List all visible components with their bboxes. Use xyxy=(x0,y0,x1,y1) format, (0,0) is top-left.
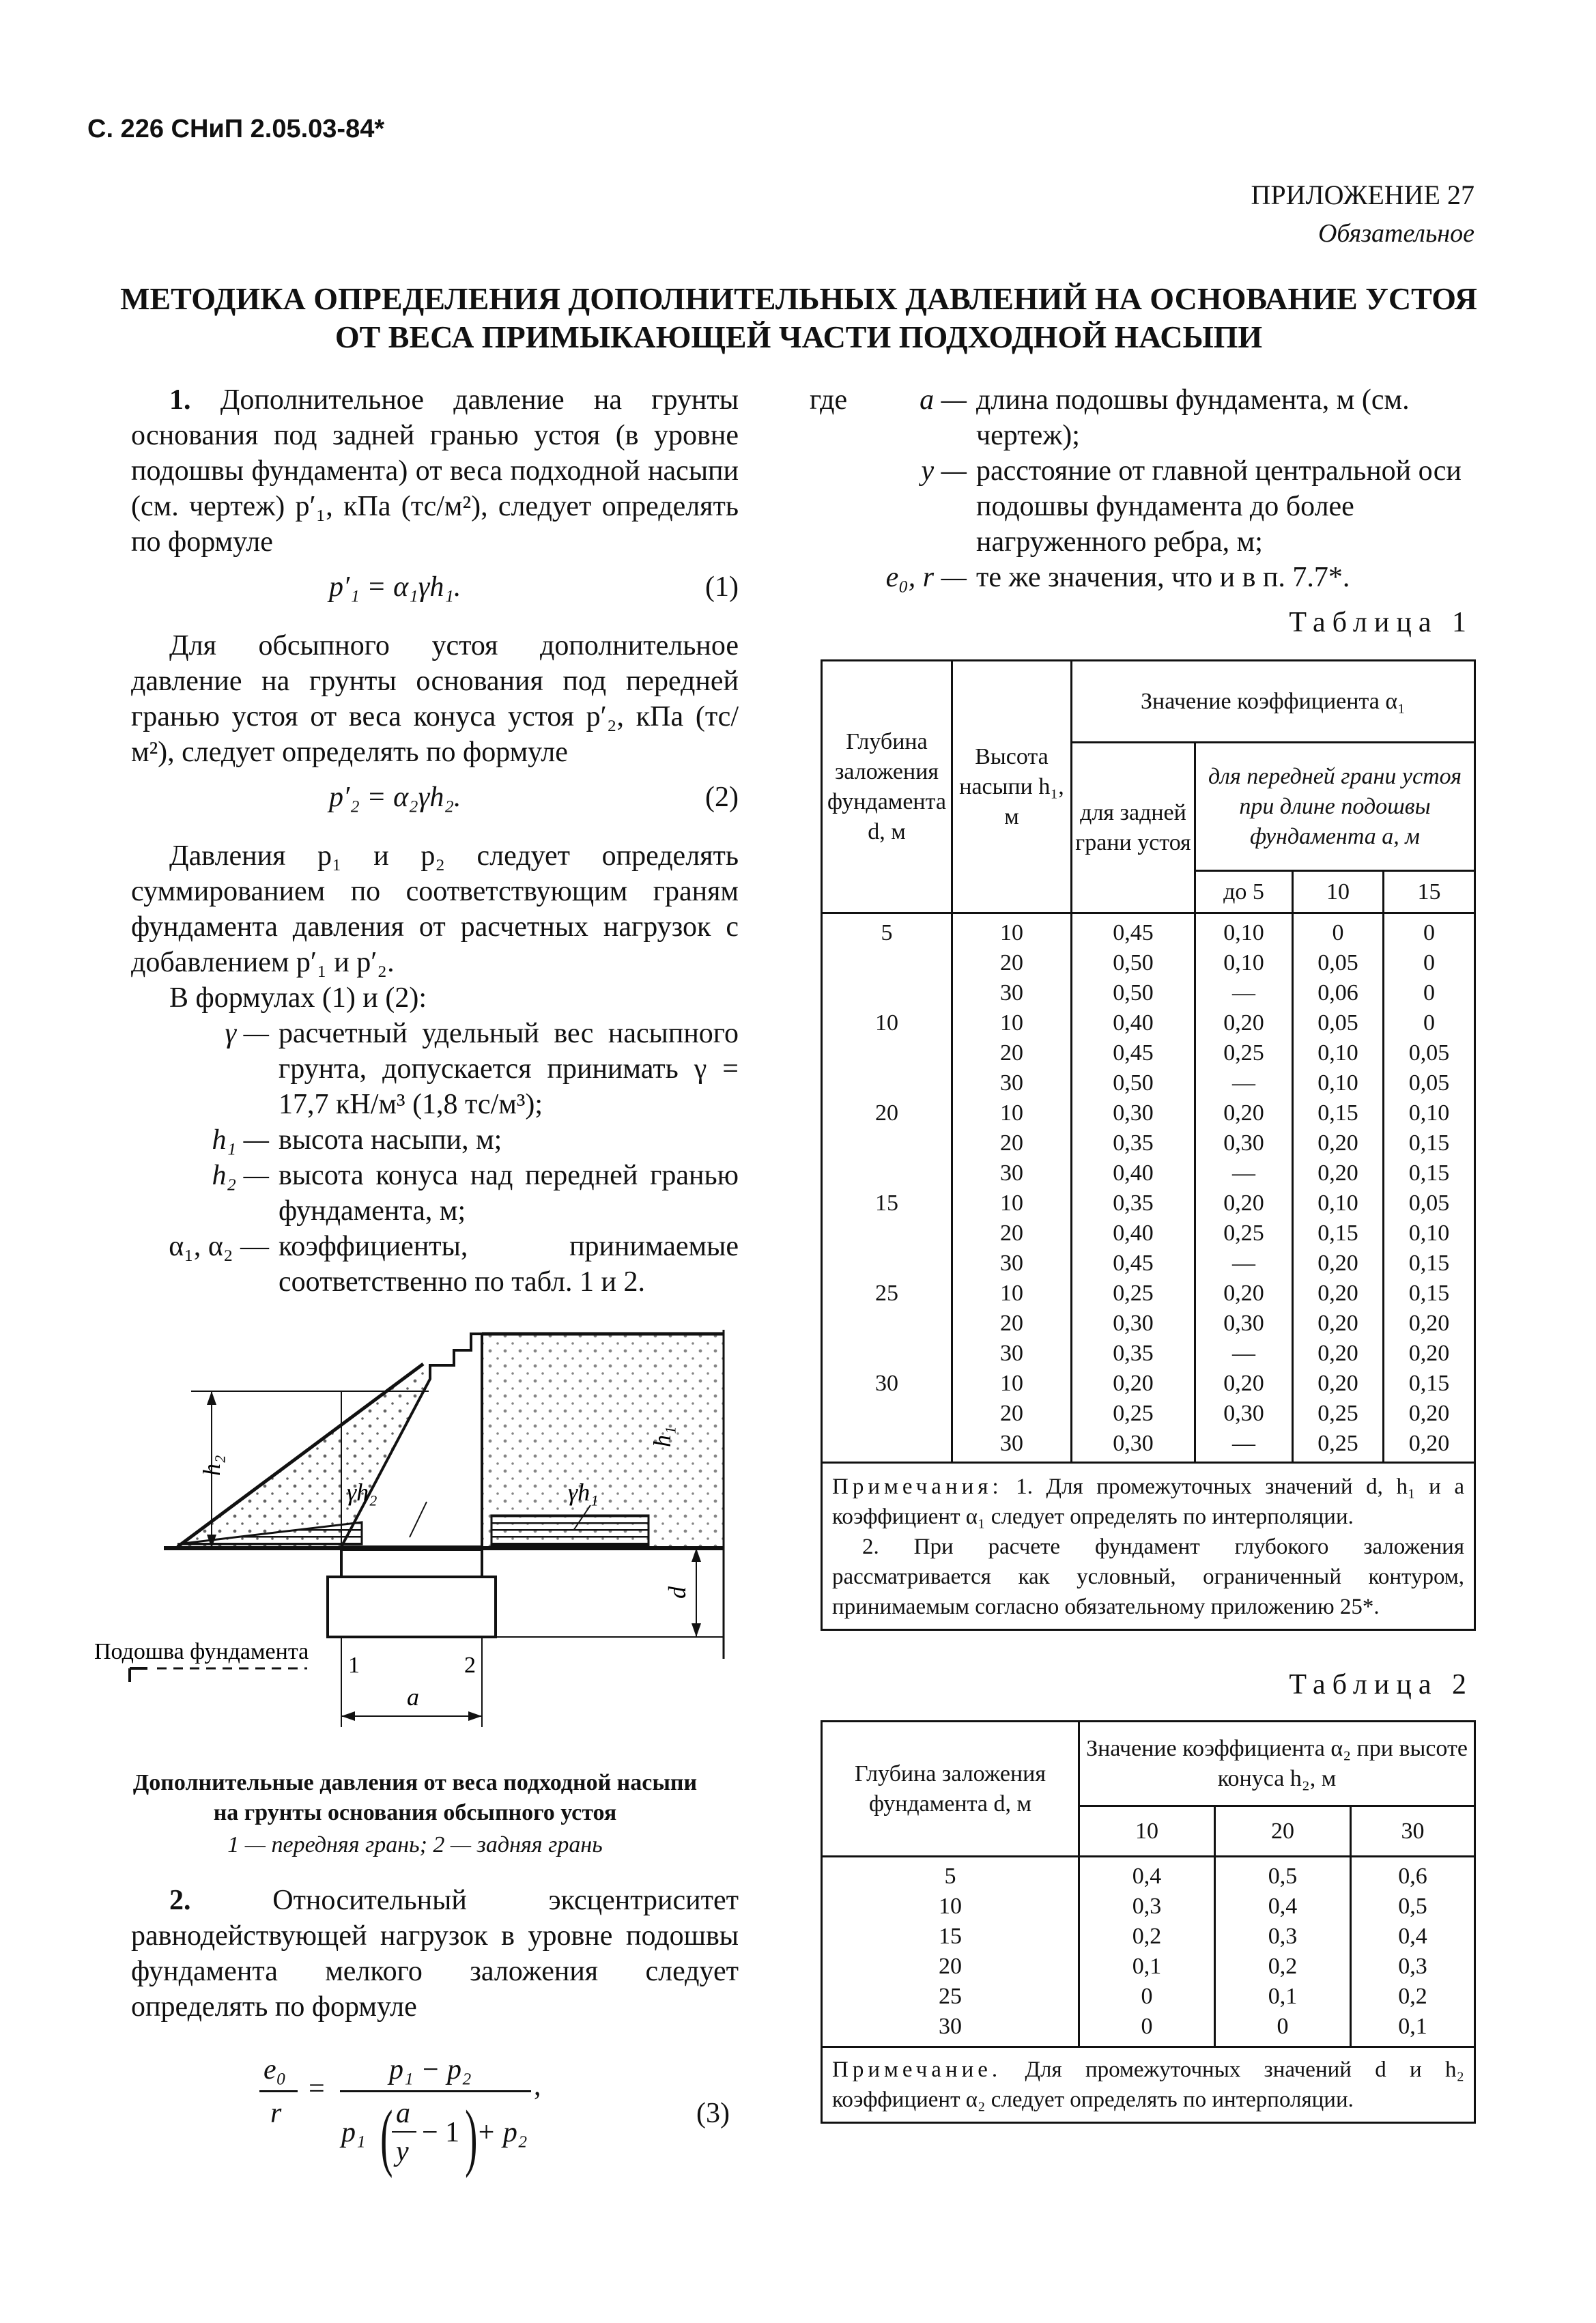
table-cell: — xyxy=(1195,1249,1293,1279)
table-row xyxy=(822,2012,1475,2047)
table-cell: 0,2 xyxy=(1351,1982,1475,2012)
table-row xyxy=(822,1158,1475,1188)
definition-symbol: e₀, r — xyxy=(885,562,967,593)
table-cell xyxy=(822,948,952,978)
table-cell: 0,1 xyxy=(1351,2012,1475,2047)
table-cell: 0,3 xyxy=(1079,1892,1215,1922)
table-cell xyxy=(822,1309,952,1339)
table-cell: 0,05 xyxy=(1293,1008,1384,1038)
table-cell: 0,2 xyxy=(1079,1922,1215,1952)
definition-text: коэффициенты, принимаемые соответственно по табл. 1 и 2. xyxy=(279,1231,739,1298)
table-cell: 0,20 xyxy=(1195,1279,1293,1309)
title-line-2: ОТ ВЕСА ПРИМЫКАЮЩЕЙ ЧАСТИ ПОДХОДНОЙ НАСЫПИ xyxy=(334,319,1263,354)
table-cell: 0,10 xyxy=(1293,1188,1384,1218)
table-row xyxy=(822,1128,1475,1158)
paragraph-4: В формулах (1) и (2): xyxy=(169,982,427,1014)
eq3-main-bar xyxy=(340,2090,531,2092)
table-row xyxy=(822,913,1475,949)
table-cell: 0,10 xyxy=(1293,1068,1384,1098)
eq3-inner-bar xyxy=(392,2131,416,2133)
paragraph-5-text: Относительный эксцентриситет равнодействующей нагрузок в уровне подошвы фундамента мелкого заложения следует определять по формуле xyxy=(131,1885,739,2023)
table-cell: 0,10 xyxy=(1384,1098,1475,1128)
t2-note-text: Для промежуточных значений d и h₂ коэффициент α₂ следует определять по интерполяции. xyxy=(832,2057,1464,2112)
table-cell: 0,1 xyxy=(1215,1982,1351,2012)
label-h2: h₂ xyxy=(198,1455,225,1476)
table-row xyxy=(822,1857,1475,1892)
table-cell: 0,20 xyxy=(1293,1128,1384,1158)
t1-header-height: Высота насыпи h₁, м xyxy=(952,661,1072,913)
eq3-den-y: y xyxy=(396,2136,409,2167)
definition-symbol: h₂ — xyxy=(212,1160,269,1191)
table-cell: 0,4 xyxy=(1215,1892,1351,1922)
equation-3: e₀ r = p₁ − p₂ p₁ ( a y − 1 ) + p₂ , (3) xyxy=(259,2048,737,2184)
definition-text: те же значения, что и в п. 7.7*. xyxy=(976,562,1350,593)
table-cell: 0 xyxy=(1384,978,1475,1008)
table-cell: 0,20 xyxy=(1293,1249,1384,1279)
label-d: d xyxy=(664,1586,691,1599)
table-cell: 0,05 xyxy=(1384,1038,1475,1068)
table-row xyxy=(822,1218,1475,1249)
table-cell: 0,15 xyxy=(1384,1279,1475,1309)
t2-header-depth: Глубина заложения фундамента d, м xyxy=(822,1722,1079,1857)
table-cell: — xyxy=(1195,1339,1293,1369)
table-cell: 0,30 xyxy=(1072,1098,1195,1128)
definition-item xyxy=(131,1229,739,1300)
definition-text: высота насыпи, м; xyxy=(279,1124,502,1156)
definitions-list xyxy=(131,1016,739,1300)
table-cell: 0,30 xyxy=(1072,1309,1195,1339)
table-cell: 0,30 xyxy=(1072,1429,1195,1463)
table-cell: 20 xyxy=(952,1038,1072,1068)
paragraph-5 xyxy=(131,1883,739,2025)
figure-caption-line-2: на грунты основания обсыпного устоя xyxy=(213,1800,617,1825)
table-cell: 10 xyxy=(822,1892,1079,1922)
table-row xyxy=(822,978,1475,1008)
table-2-body xyxy=(822,1857,1475,2047)
table-cell: 20 xyxy=(952,1309,1072,1339)
table-cell: 0,20 xyxy=(1293,1279,1384,1309)
table-cell: 0,35 xyxy=(1072,1188,1195,1218)
abutment-diagram xyxy=(82,1317,751,1768)
t1-sub-1: до 5 xyxy=(1195,871,1293,913)
table-cell: 0,20 xyxy=(1195,1369,1293,1399)
definition-symbol: h₁ — xyxy=(212,1124,269,1156)
table-row xyxy=(822,1098,1475,1128)
table-row xyxy=(822,1429,1475,1463)
table-cell: 10 xyxy=(952,1369,1072,1399)
table-cell: 0,15 xyxy=(1293,1218,1384,1249)
table-cell: 5 xyxy=(822,1857,1079,1892)
table-1-body xyxy=(822,913,1475,1463)
table-cell: 0,20 xyxy=(1384,1399,1475,1429)
table-cell: 0,25 xyxy=(1072,1279,1195,1309)
table-cell: 0,40 xyxy=(1072,1158,1195,1188)
table-cell xyxy=(822,1158,952,1188)
definition-text: длина подошвы фундамента, м (см. чертеж); xyxy=(976,384,1410,451)
table-row xyxy=(822,1952,1475,1982)
table-cell: 0,40 xyxy=(1072,1008,1195,1038)
definition-item xyxy=(131,1122,739,1158)
table-cell: 30 xyxy=(952,978,1072,1008)
figure-caption xyxy=(87,1768,743,1828)
table-2-title: Таблица 2 xyxy=(1289,1669,1473,1700)
definition-text: высота конуса над передней гранью фундамента, м; xyxy=(279,1160,739,1227)
equation-2-formula: p′₂ = α₂γh₂. xyxy=(329,782,461,813)
table-cell: 0,20 xyxy=(1195,1188,1293,1218)
table-cell: — xyxy=(1195,1158,1293,1188)
title-line-1: МЕТОДИКА ОПРЕДЕЛЕНИЯ ДОПОЛНИТЕЛЬНЫХ ДАВЛЕНИЙ НА ОСНОВАНИЕ УСТОЯ xyxy=(120,281,1477,316)
label-a: a xyxy=(407,1683,419,1711)
table-cell: 20 xyxy=(952,948,1072,978)
table-row xyxy=(822,1008,1475,1038)
table-cell: 0,05 xyxy=(1293,948,1384,978)
table-2-wrapper xyxy=(821,1720,1476,2124)
eq3-comma: , xyxy=(534,2070,541,2102)
table-cell: 0,20 xyxy=(1293,1309,1384,1339)
table-row xyxy=(822,1038,1475,1068)
where-word: где xyxy=(810,384,848,416)
table-cell: 0,20 xyxy=(1195,1008,1293,1038)
table-cell: 25 xyxy=(822,1982,1079,2012)
table-cell: 0,20 xyxy=(1293,1339,1384,1369)
where-row xyxy=(810,382,1479,453)
table-cell: 5 xyxy=(822,913,952,949)
table-cell: 0 xyxy=(1384,913,1475,949)
table-cell: 0,25 xyxy=(1195,1218,1293,1249)
eq3-lhs-denominator: r xyxy=(270,2098,282,2129)
table-cell: 0 xyxy=(1384,1008,1475,1038)
paragraph-3: Давления p₁ и p₂ следует определять суммированием по соответствующим граням фундамента давления от расчетных нагрузок с добавлением p′₁ и p′₂. xyxy=(131,840,739,978)
t2-note-head: Примечание. xyxy=(832,2057,1002,2082)
t1-note-2: 2. При расчете фундамент глубокого заложения рассматривается как условный, ограниченный контуром, принимаемым согласно обязательному приложению 25*. xyxy=(832,1535,1464,1619)
table-cell: 0,15 xyxy=(1384,1158,1475,1188)
equation-2 xyxy=(131,775,739,823)
paragraph-1 xyxy=(131,382,739,560)
table-cell: 0,25 xyxy=(1072,1399,1195,1429)
eq3-numerator: p₁ − p₂ xyxy=(389,2054,472,2085)
table-cell: 0,20 xyxy=(1293,1158,1384,1188)
table-cell: 15 xyxy=(822,1188,952,1218)
equation-1-number: (1) xyxy=(705,571,739,603)
label-back-face: 2 xyxy=(464,1653,476,1678)
t1-sub-2: 10 xyxy=(1293,871,1384,913)
table-cell: 0,25 xyxy=(1195,1038,1293,1068)
table-cell: 0,05 xyxy=(1384,1068,1475,1098)
t2-header-coef: Значение коэффициента α₂ при высоте конуса h₂, м xyxy=(1079,1722,1475,1806)
table-cell xyxy=(822,1399,952,1429)
paragraph-1-text: Дополнительное давление на грунты основания под задней гранью устоя (в уровне подошвы фундамента) от веса подходной насыпи (см. чертеж) p′₁, кПа (тс/м²), следует определять по формуле xyxy=(131,384,739,558)
left-column xyxy=(131,382,739,1300)
appendix-status: Обязательное xyxy=(1317,219,1474,248)
label-h1: h₁ xyxy=(649,1426,676,1447)
table-cell: 10 xyxy=(822,1008,952,1038)
table-cell: 0,10 xyxy=(1384,1218,1475,1249)
equation-2-number: (2) xyxy=(705,782,739,813)
table-1-title: Таблица 1 xyxy=(1289,607,1473,638)
table-cell: 30 xyxy=(952,1158,1072,1188)
table-cell: 0,10 xyxy=(1293,1038,1384,1068)
table-cell xyxy=(822,1068,952,1098)
t1-note-1: 1. Для промежуточных значений d, h₁ и a коэффициент α₁ следует определять по интерполяции. xyxy=(832,1474,1464,1529)
paragraph-2: Для обсыпного устоя дополнительное давление на грунты основания под передней гранью устоя от веса конуса устоя p′₂, кПа (тс/м²), следует определять по формуле xyxy=(131,630,739,768)
t2-sub-2: 20 xyxy=(1215,1806,1351,1857)
table-cell: 10 xyxy=(952,1008,1072,1038)
table-cell: — xyxy=(1195,1429,1293,1463)
table-cell: 20 xyxy=(952,1128,1072,1158)
table-cell: 0 xyxy=(1079,2012,1215,2047)
table-cell: 20 xyxy=(952,1399,1072,1429)
table-cell: 0,10 xyxy=(1195,913,1293,949)
table-row xyxy=(822,1249,1475,1279)
table-cell: 30 xyxy=(822,1369,952,1399)
table-cell: 0,30 xyxy=(1195,1128,1293,1158)
definition-item xyxy=(810,453,1479,560)
table-cell: 0,20 xyxy=(1384,1339,1475,1369)
t1-header-depth: Глубина заложения фундамента d, м xyxy=(822,661,952,913)
table-cell: 0,45 xyxy=(1072,1249,1195,1279)
table-cell: 0,25 xyxy=(1293,1399,1384,1429)
label-front-face: 1 xyxy=(348,1653,360,1678)
page-reference: С. 226 СНиП 2.05.03-84* xyxy=(87,115,385,143)
table-cell: 0,6 xyxy=(1351,1857,1475,1892)
definition-symbol: α₁, α₂ — xyxy=(169,1231,269,1262)
table-cell: — xyxy=(1195,1068,1293,1098)
table-cell xyxy=(822,1038,952,1068)
t2-sub-3: 30 xyxy=(1351,1806,1475,1857)
table-cell xyxy=(822,1218,952,1249)
table-row xyxy=(822,1188,1475,1218)
t1-note-head: Примечания: xyxy=(832,1474,1003,1499)
table-cell: 0,20 xyxy=(1384,1309,1475,1339)
t2-sub-1: 10 xyxy=(1079,1806,1215,1857)
paragraph-1-number: 1. xyxy=(169,384,191,416)
table-cell: 0,40 xyxy=(1072,1218,1195,1249)
table-cell: 0,50 xyxy=(1072,948,1195,978)
table-2 xyxy=(821,1720,1476,2124)
table-cell: 0,4 xyxy=(1351,1922,1475,1952)
table-cell: 10 xyxy=(952,1098,1072,1128)
table-cell: 0,50 xyxy=(1072,1068,1195,1098)
t1-sub-3: 15 xyxy=(1384,871,1475,913)
definition-text: расчетный удельный вес насыпного грунта, допускается принимать γ = 17,7 кН/м³ (1,8 тс/м³); xyxy=(279,1018,739,1120)
table-cell: 10 xyxy=(952,913,1072,949)
table-cell: 20 xyxy=(952,1218,1072,1249)
label-foundation-base: Подошва фундамента xyxy=(94,1639,309,1664)
table-cell: — xyxy=(1195,978,1293,1008)
table-1-notes xyxy=(822,1463,1475,1630)
foundation-base xyxy=(328,1577,496,1637)
table-cell: 30 xyxy=(952,1068,1072,1098)
table-cell: 0,15 xyxy=(1384,1249,1475,1279)
table-cell: 0,15 xyxy=(1384,1369,1475,1399)
table-cell: 20 xyxy=(822,1098,952,1128)
table-row xyxy=(822,1309,1475,1339)
table-cell: 0,10 xyxy=(1195,948,1293,978)
table-cell: 0,45 xyxy=(1072,913,1195,949)
table-cell: 0,3 xyxy=(1215,1922,1351,1952)
table-cell: 0 xyxy=(1293,913,1384,949)
table-row xyxy=(822,948,1475,978)
table-row xyxy=(822,1369,1475,1399)
table-cell: 0,45 xyxy=(1072,1038,1195,1068)
table-cell: 30 xyxy=(952,1429,1072,1463)
definition-item xyxy=(131,1158,739,1229)
table-cell: 0,30 xyxy=(1195,1399,1293,1429)
t1-header-coef: Значение коэффициента α₁ xyxy=(1072,661,1475,743)
table-cell: 0,06 xyxy=(1293,978,1384,1008)
table-1 xyxy=(821,659,1476,1631)
eq3-den-a: a xyxy=(396,2098,410,2129)
table-cell xyxy=(822,1429,952,1463)
table-row xyxy=(822,1279,1475,1309)
table-cell: 0,15 xyxy=(1293,1098,1384,1128)
paragraph-5-number: 2. xyxy=(169,1885,191,1916)
equation-1 xyxy=(131,565,739,613)
table-cell: 0,5 xyxy=(1215,1857,1351,1892)
table-cell: 0,1 xyxy=(1079,1952,1215,1982)
right-definitions xyxy=(810,382,1479,595)
label-gamma-h2: γh₂ xyxy=(347,1479,377,1506)
table-cell: 30 xyxy=(952,1339,1072,1369)
table-row xyxy=(822,1339,1475,1369)
table-cell: 0,20 xyxy=(1072,1369,1195,1399)
table-cell: 25 xyxy=(822,1279,952,1309)
table-cell: 0,05 xyxy=(1384,1188,1475,1218)
page-title xyxy=(68,280,1529,356)
appendix-label: ПРИЛОЖЕНИЕ 27 xyxy=(1251,180,1474,210)
table-2-note xyxy=(822,2047,1475,2123)
table-cell: 0,30 xyxy=(1195,1309,1293,1339)
figure-legend: 1 — передняя грань; 2 — задняя грань xyxy=(227,1832,603,1857)
table-cell: 30 xyxy=(822,2012,1079,2047)
table-cell: 0,15 xyxy=(1384,1128,1475,1158)
table-cell: 0,35 xyxy=(1072,1339,1195,1369)
foundation xyxy=(341,1550,482,1577)
table-cell: 10 xyxy=(952,1188,1072,1218)
table-1-wrapper xyxy=(821,659,1476,1631)
table-cell: 15 xyxy=(822,1922,1079,1952)
table-row xyxy=(822,1982,1475,2012)
table-cell: 0 xyxy=(1079,1982,1215,2012)
table-cell: 0,25 xyxy=(1293,1429,1384,1463)
table-cell: 0,5 xyxy=(1351,1892,1475,1922)
equation-1-formula: p′₁ = α₁γh₁. xyxy=(329,571,461,603)
t1-header-front: для передней грани устоя при длине подошвы фундамента a, м xyxy=(1195,743,1475,871)
table-cell xyxy=(822,978,952,1008)
eq3-plus-p2: + p₂ xyxy=(476,2117,528,2148)
table-cell: 0,3 xyxy=(1351,1952,1475,1982)
definition-item xyxy=(131,1016,739,1122)
eq3-den-p1: p₁ xyxy=(341,2117,366,2148)
table-row xyxy=(822,1892,1475,1922)
table-cell xyxy=(822,1249,952,1279)
eq3-lhs-bar xyxy=(259,2090,298,2092)
table-cell: 0,4 xyxy=(1079,1857,1215,1892)
table-row xyxy=(822,1399,1475,1429)
table-cell: 0 xyxy=(1384,948,1475,978)
definition-item xyxy=(810,560,1479,595)
left-column-lower xyxy=(131,1883,739,2025)
definition-symbol: a — xyxy=(920,384,967,416)
table-cell: 0,50 xyxy=(1072,978,1195,1008)
eq3-minus-one: − 1 xyxy=(422,2117,460,2148)
definition-symbol: y — xyxy=(921,455,967,487)
table-cell: 0,20 xyxy=(1293,1369,1384,1399)
table-cell xyxy=(822,1339,952,1369)
definition-symbol: γ — xyxy=(225,1018,269,1049)
embankment-pressure-diagram xyxy=(491,1515,649,1545)
t1-header-back: для задней грани устоя xyxy=(1072,743,1195,913)
table-cell: 20 xyxy=(822,1952,1079,1982)
figure-caption-line-1: Дополнительные давления от веса подходной насыпи xyxy=(132,1770,698,1795)
table-row xyxy=(822,1068,1475,1098)
table-cell xyxy=(822,1128,952,1158)
table-cell: 0,35 xyxy=(1072,1128,1195,1158)
table-cell: 0,2 xyxy=(1215,1952,1351,1982)
table-cell: 0,20 xyxy=(1384,1429,1475,1463)
table-cell: 30 xyxy=(952,1249,1072,1279)
table-cell: 0,20 xyxy=(1195,1098,1293,1128)
table-row xyxy=(822,1922,1475,1952)
eq3-label: (3) xyxy=(696,2098,730,2129)
table-cell: 0 xyxy=(1215,2012,1351,2047)
label-gamma-h1: γh₁ xyxy=(568,1479,599,1506)
definition-text: расстояние от главной центральной оси подошвы фундамента до более нагруженного ребра, м; xyxy=(976,455,1462,558)
eq3-lhs-numerator: e₀ xyxy=(263,2054,287,2085)
table-cell: 10 xyxy=(952,1279,1072,1309)
